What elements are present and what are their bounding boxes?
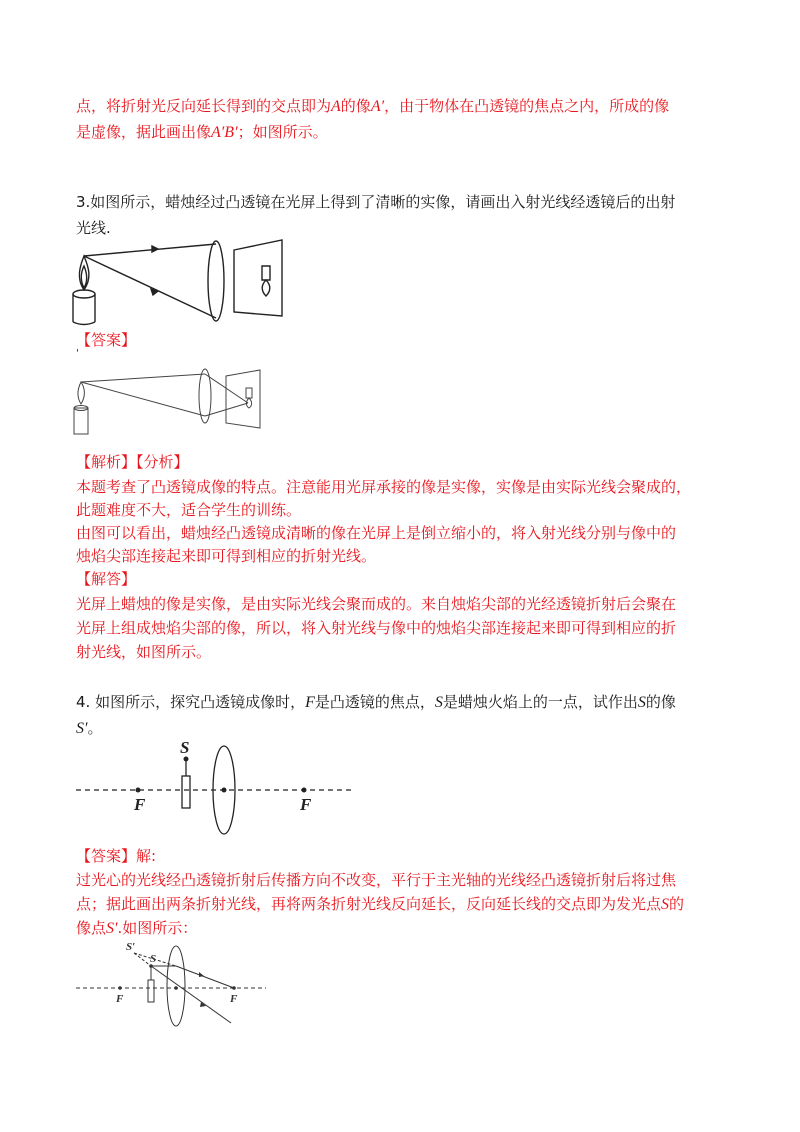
label-s: S — [180, 738, 190, 757]
text-span: 是蜡烛火焰上的一点，试作出 — [442, 693, 638, 711]
q3-analysis-line-4: 烛焰尖部连接起来即可得到相应的折射光线。 — [76, 547, 377, 565]
label-s-prime: S′ — [126, 941, 136, 953]
text-span: 。 — [87, 719, 103, 737]
label-f-right: F — [300, 795, 312, 814]
q3-solution-label: 【解答】 — [76, 570, 137, 588]
var-s: S — [434, 694, 443, 711]
var-a-prime: A′ — [370, 98, 385, 115]
q3-solution-line-2: 光屏上组成烛焰尖部的像，所以，将入射光线与像中的烛焰尖部连接起来即可得到相应的折 — [76, 619, 677, 637]
text-span: .如图所示： — [117, 919, 198, 937]
q4-answer-line-2 — [76, 894, 684, 915]
label-f-left: F — [116, 993, 124, 1005]
text-span: ；如图所示。 — [237, 123, 328, 141]
q3-text-line-1: 3.如图所示，蜡烛经过凸透镜在光屏上得到了清晰的实像，请画出入射光线经透镜后的出射 — [76, 193, 676, 211]
q3-text-line-2: 光线. — [76, 219, 111, 237]
var-s-prime: S′ — [106, 920, 118, 937]
text-span: 点，将折射光反向延长得到的交点即为 — [76, 97, 332, 115]
text-span: 4. 如图所示，探究凸透镜成像时， — [76, 693, 306, 711]
q3-solution-line-1: 光屏上蜡烛的像是实像，是由实际光线会聚而成的。来自烛焰尖部的光经透镜折射后会聚在 — [76, 595, 677, 613]
var-a: A — [331, 98, 341, 115]
q3-analysis-line-3: 由图可以看出，蜡烛经凸透镜成清晰的像在光屏上是倒立缩小的，将入射光线分别与像中的 — [76, 524, 677, 542]
q4-text-line-2 — [76, 718, 103, 739]
var-s: S — [637, 694, 646, 711]
text-span: 点；据此画出两条折射光线，再将两条折射光线反向延长，反向延长线的交点即为发光点 — [76, 895, 662, 913]
q3-analysis-line-1: 本题考查了凸透镜成像的特点。注意能用光屏承接的像是实像，实像是由实际光线会聚成的， — [76, 478, 692, 496]
label-f-right: F — [230, 993, 238, 1005]
q3-answer-label: 【答案】 — [76, 331, 137, 349]
text-span: 是凸透镜的焦点， — [314, 693, 435, 711]
var-s-prime: S′ — [76, 720, 88, 737]
q4-answer-figure — [76, 940, 276, 1030]
q4-answer-line-3 — [76, 918, 197, 939]
q3-analysis-label: 【解析】【分析】 — [76, 453, 189, 471]
text-span: 的 — [669, 895, 685, 913]
q4-text-line-1 — [76, 692, 676, 713]
q3-solution-line-3: 射光线，如图所示。 — [76, 643, 212, 661]
text-span: 是虚像，据此画出像 — [76, 123, 212, 141]
stray-mark: ' — [76, 348, 79, 359]
q4-answer-line-1: 过光心的光线经凸透镜折射后传播方向不改变，平行于主光轴的光线经凸透镜折射后将过焦 — [76, 871, 677, 889]
var-s: S — [661, 896, 670, 913]
q3-analysis-line-2: 此题难度不大，适合学生的训练。 — [76, 501, 302, 519]
prev-answer-line-1 — [76, 96, 669, 117]
text-span: 像点 — [76, 919, 107, 937]
text-span: 的像 — [645, 693, 676, 711]
text-span: 的像 — [340, 97, 371, 115]
var-f: F — [305, 694, 315, 711]
label-s: S — [150, 953, 157, 965]
q3-answer-figure — [70, 368, 270, 438]
q4-question-figure — [76, 738, 356, 838]
q3-question-figure — [66, 236, 306, 326]
text-span: ，由于物体在凸透镜的焦点之内，所成的像 — [384, 97, 670, 115]
prev-answer-line-2 — [76, 122, 328, 143]
q4-answer-label: 【答案】解: — [76, 847, 157, 865]
var-a-b-prime: A′B′ — [211, 124, 238, 141]
label-f-left: F — [134, 795, 146, 814]
